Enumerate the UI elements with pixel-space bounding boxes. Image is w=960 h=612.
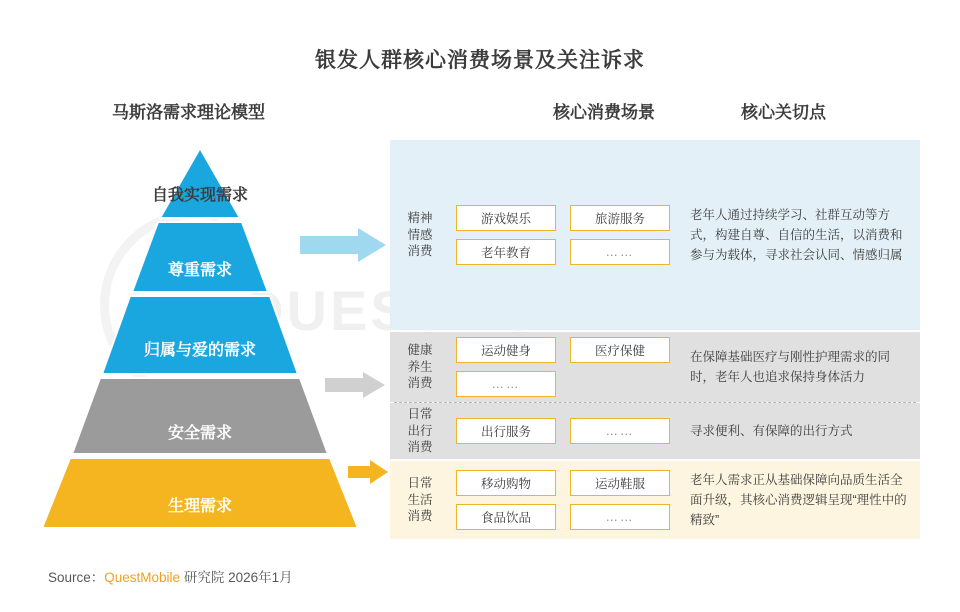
tag-mobile-shopping[interactable]: 移动购物 [456, 470, 556, 496]
pyramid-label-love: 归属与爱的需求 [143, 342, 256, 359]
scene-group-health-name [390, 332, 450, 402]
scene-group-spirit-name-line2: 情感 [407, 227, 433, 242]
tag-spirit-more[interactable]: …… [570, 239, 670, 265]
scene-group-spirit-name-line3: 消费 [407, 244, 433, 259]
tag-medical-care[interactable]: 医疗保健 [570, 337, 670, 363]
column-header-model: 马斯洛需求理论模型 [112, 103, 265, 122]
scene-group-health-name-line1: 健康 [407, 342, 433, 357]
pyramid-label-safety: 安全需求 [167, 425, 232, 442]
scene-group-health-note: 在保障基础医疗与刚性护理需求的同时，老年人也追求保持身体活力 [690, 350, 891, 384]
scene-group-spirit-name [390, 140, 450, 330]
scene-group-daily-life-tags [450, 461, 680, 539]
scene-group-daily-life-note: 老年人需求正从基础保障向品质生活全面升级，其核心消费逻辑呈现“理性中的精致” [690, 473, 907, 527]
pyramid-label-physiological: 生理需求 [167, 498, 232, 515]
column-header-concern: 核心关切点 [741, 103, 826, 122]
pyramid-level-love [102, 296, 298, 374]
scene-group-daily-life-name-line2: 生活 [407, 492, 433, 507]
source-suffix: 研究院 2026年1月 [180, 570, 293, 585]
scene-group-health-tags [450, 332, 680, 402]
source-line [48, 566, 293, 586]
arrow-to-life-group [348, 460, 388, 489]
tag-sportswear[interactable]: 运动鞋服 [570, 470, 670, 496]
column-header-scene: 核心消费场景 [553, 103, 655, 122]
tag-health-more[interactable]: …… [456, 371, 556, 397]
tag-sports-fitness[interactable]: 运动健身 [456, 337, 556, 363]
arrow-to-spirit-group [300, 228, 386, 267]
scene-group-daily-travel-tags [450, 403, 680, 459]
scene-group-daily-travel-name-line2: 出行 [407, 423, 433, 438]
source-prefix: Source： [48, 570, 105, 585]
tag-senior-education[interactable]: 老年教育 [456, 239, 556, 265]
scene-group-spirit-tags [450, 140, 680, 330]
pyramid-label-esteem: 尊重需求 [167, 262, 232, 279]
scene-group-daily-travel-name-line1: 日常 [407, 406, 433, 421]
scene-group-spirit-name-line1: 精神 [407, 210, 433, 225]
arrow-to-health-group [325, 372, 385, 403]
tag-travel-mobility[interactable]: 出行服务 [456, 418, 556, 444]
scene-group-health [390, 332, 920, 402]
source-brand: QuestMobile [104, 570, 181, 585]
scene-group-daily-travel-name [390, 403, 450, 459]
scene-group-daily-life-name-line3: 消费 [407, 509, 433, 524]
scene-group-health-name-line2: 养生 [407, 359, 433, 374]
tag-food-beverage[interactable]: 食品饮品 [456, 504, 556, 530]
tag-life-more[interactable]: …… [570, 504, 670, 530]
scene-group-spirit [390, 140, 920, 330]
scene-group-daily-life-name [390, 461, 450, 539]
scene-group-health-name-line3: 消费 [407, 376, 433, 391]
scene-group-daily-travel-note: 寻求便利、有保障的出行方式 [690, 424, 853, 438]
scene-group-daily-travel-name-line3: 消费 [407, 440, 433, 455]
tag-daily-more[interactable]: …… [570, 418, 670, 444]
scene-group-daily-life-name-line1: 日常 [407, 475, 433, 490]
scene-group-daily-travel [390, 403, 920, 459]
pyramid-label-self-actualization: 自我实现需求 [151, 187, 248, 204]
maslow-pyramid [40, 140, 360, 530]
scene-group-daily-life [390, 461, 920, 539]
tag-game-entertainment[interactable]: 游戏娱乐 [456, 205, 556, 231]
page-title: 银发人群核心消费场景及关注诉求 [315, 49, 645, 72]
scene-group-spirit-note: 老年人通过持续学习、社群互动等方式，构建自尊、自信的生活，以消费和参与为载体，寻求社会认同、情感归属 [690, 208, 903, 262]
tag-travel-service[interactable]: 旅游服务 [570, 205, 670, 231]
